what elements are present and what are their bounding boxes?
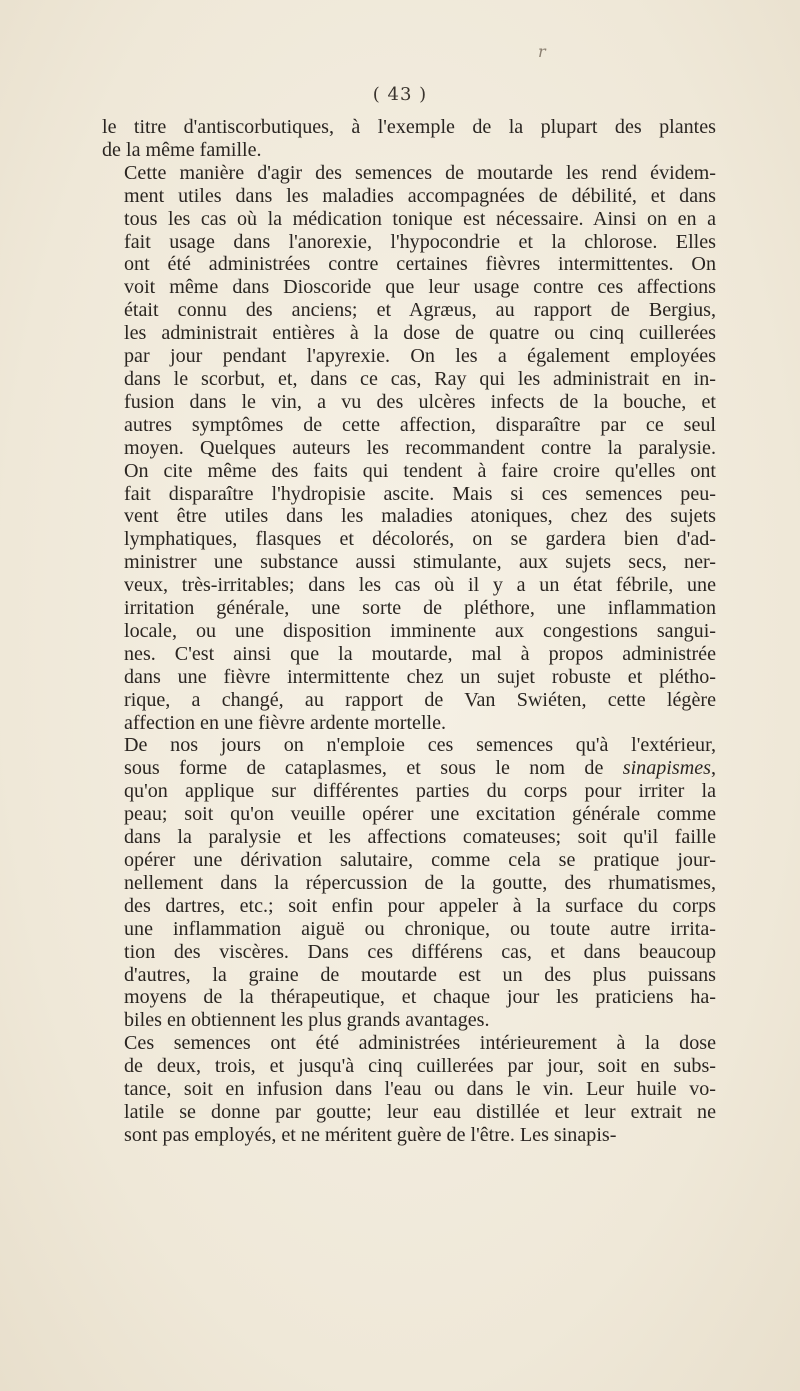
- text-line: dans la paralysie et les affections comateuses; soit qu'il faille: [124, 826, 716, 849]
- text-line: le titre d'antiscorbutiques, à l'exemple de la plupart des plantes: [102, 116, 716, 138]
- text-line: De nos jours on n'emploie ces semences qu'à l'extérieur,: [124, 734, 716, 757]
- italic-term: sinapismes: [622, 757, 711, 780]
- paragraph: [102, 1032, 716, 1147]
- text-line: qu'on applique sur différentes parties du corps pour irriter la: [124, 780, 716, 803]
- text-line: ministrer une substance aussi stimulante, aux sujets secs, ner-: [124, 551, 716, 574]
- text-line: irritation générale, une sorte de pléthore, une inflammation: [124, 597, 716, 620]
- text-line: nellement dans la répercussion de la goutte, des rhumatismes,: [124, 871, 716, 894]
- text-line: ont été administrées contre certaines fièvres intermittentes. On: [124, 253, 716, 276]
- text-line: moyens de la thérapeutique, et chaque jour les praticiens ha-: [124, 986, 716, 1009]
- text-line: vent être utiles dans les maladies atoniques, chez des sujets: [124, 505, 716, 528]
- text-line: d'autres, la graine de moutarde est un des plus puissans: [124, 963, 716, 986]
- text-line: rique, a changé, au rapport de Van Swiéten, cette légère: [124, 688, 716, 711]
- text-line: de la même famille.: [102, 138, 262, 161]
- text-line: tance, soit en infusion dans l'eau ou dans le vin. Leur huile vo-: [124, 1078, 716, 1101]
- text-line: des dartres, etc.; soit enfin pour appeler à la surface du corps: [124, 894, 716, 917]
- text-line: Ces semences ont été administrées intérieurement à la dose: [124, 1032, 716, 1055]
- paragraph: [102, 734, 716, 1032]
- text-line: fait usage dans l'anorexie, l'hypocondrie et la chlorose. Elles: [124, 230, 716, 253]
- text-line: ment utiles dans les maladies accompagnées de débilité, et dans: [124, 184, 716, 207]
- text-line: latile se donne par goutte; leur eau distillée et leur extrait ne: [124, 1100, 716, 1123]
- text-line: sous forme de cataplasmes, et sous le nom de sinapismes,: [124, 757, 716, 780]
- text-line: dans le scorbut, et, dans ce cas, Ray qui les administrait en in-: [124, 367, 716, 390]
- text-line: fait disparaître l'hydropisie ascite. Mais si ces semences peu-: [124, 482, 716, 505]
- text-line: veux, très-irritables; dans les cas où il y a un état fébrile, une: [124, 574, 716, 597]
- text-line: opérer une dérivation salutaire, comme cela se pratique jour-: [124, 849, 716, 871]
- text-line: lymphatiques, flasques et décolorés, on se gardera bien d'ad-: [124, 528, 716, 551]
- body-text: [102, 116, 716, 1147]
- text-line: tion des viscères. Dans ces différens cas, et dans beaucoup: [124, 940, 716, 963]
- text-line: une inflammation aiguë ou chronique, ou toute autre irrita-: [124, 917, 716, 940]
- page-number: ( 43 ): [372, 84, 428, 105]
- text-line: locale, ou une disposition imminente aux congestions sangui-: [124, 619, 716, 642]
- corner-mark: r: [538, 42, 546, 61]
- text-line: fusion dans le vin, a vu des ulcères infects de la bouche, et: [124, 390, 716, 413]
- paragraph: [102, 162, 716, 735]
- text-line: par jour pendant l'apyrexie. On les a également employées: [124, 345, 716, 368]
- text-line: peau; soit qu'on veuille opérer une excitation générale comme: [124, 803, 716, 826]
- text-line: biles en obtiennent les plus grands avantages.: [124, 1009, 490, 1032]
- text-line: autres symptômes de cette affection, disparaître par ce seul: [124, 413, 716, 436]
- text-line: dans une fièvre intermittente chez un sujet robuste et plétho-: [124, 665, 716, 688]
- text-line: Cette manière d'agir des semences de moutarde les rend évidem-: [124, 161, 716, 184]
- text-line: moyen. Quelques auteurs les recommandent contre la paralysie.: [124, 436, 716, 459]
- text-line: de deux, trois, et jusqu'à cinq cuillerées par jour, soit en subs-: [124, 1055, 716, 1078]
- text-line: les administrait entières à la dose de quatre ou cinq cuillerées: [124, 322, 716, 345]
- text-line: affection en une fièvre ardente mortelle.: [124, 711, 447, 734]
- paragraph: [102, 116, 716, 162]
- text-line: tous les cas où la médication tonique est nécessaire. Ainsi on en a: [124, 207, 716, 230]
- text-line: On cite même des faits qui tendent à faire croire qu'elles ont: [124, 459, 716, 482]
- text-line: voit même dans Dioscoride que leur usage contre ces affections: [124, 276, 716, 299]
- text-line: était connu des anciens; et Agræus, au rapport de Bergius,: [124, 299, 716, 322]
- text-line: sont pas employés, et ne méritent guère de l'être. Les sinapis-: [124, 1123, 617, 1146]
- text-line: nes. C'est ainsi que la moutarde, mal à propos administrée: [124, 642, 716, 665]
